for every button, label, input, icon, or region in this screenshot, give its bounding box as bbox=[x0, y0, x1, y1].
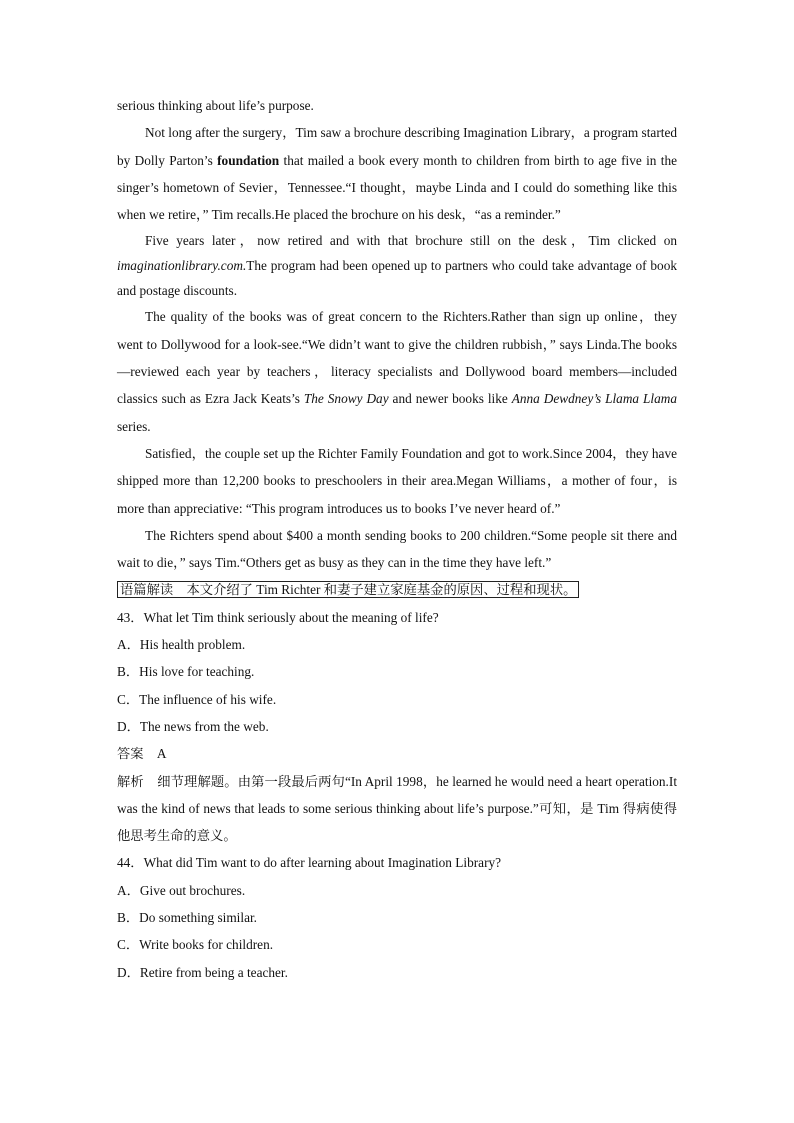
summary-box: 语篇解读 本文介绍了 Tim Richter 和妻子建立家庭基金的原因、过程和现状。 bbox=[117, 581, 579, 598]
paragraph-3 bbox=[117, 303, 677, 439]
paragraph-1-text-b: that mailed a book every month to children from birth to age five in the singer’s hometown of Sevier，Tennessee.“I thought，maybe Linda and I could do something like this when we retire，” Tim recalls.He placed the brochure on his desk，“as a reminder.” bbox=[117, 152, 677, 223]
paragraph-4: Satisfied，the couple set up the Richter Family Foundation and got to work.Since 2004，they have shipped more than 12,200 books to preschoolers in their area.Megan Williams，a mother of four，is more than appreciative: “This program introduces us to books I’ve never heard of.” bbox=[117, 445, 677, 516]
q44-option-b: B．Do something similar. bbox=[117, 910, 257, 926]
website-link-text: imaginationlibrary.com. bbox=[117, 258, 247, 274]
q43-option-c: C．The influence of his wife. bbox=[117, 691, 277, 707]
q44-option-c: C．Write books for children. bbox=[117, 937, 274, 953]
paragraph-1 bbox=[117, 119, 677, 228]
book-title-snowy-day: The Snowy Day bbox=[303, 391, 389, 407]
q43-analysis-label: 解析 细节理解题。 bbox=[117, 773, 238, 789]
paragraph-3-text-a: The quality of the books was of great concern to the Richters.Rather than sign up online，they went to Dollywood for a look-see.“We didn’t want to give the children rubbish，” says Linda.The books—reviewed each year by teachers，literacy specialists and Dollywood board members—included classics such as Ezra Jack Keats’s bbox=[117, 309, 677, 407]
q44-option-d: D．Retire from being a teacher. bbox=[117, 964, 288, 980]
question-43: 43．What let Tim think seriously about the meaning of life? bbox=[117, 609, 439, 625]
q43-answer: 答案 A bbox=[117, 746, 167, 762]
paragraph-2-text-b: The program had been opened up to partners who could take advantage of book and postage discounts. bbox=[117, 258, 677, 299]
q44-option-a: A．Give out brochures. bbox=[117, 882, 246, 898]
q43-option-a: A．His health problem. bbox=[117, 637, 246, 653]
paragraph-3-text-c: series. bbox=[117, 418, 151, 434]
paragraph-2 bbox=[117, 228, 677, 303]
q43-option-d: D．The news from the web. bbox=[117, 718, 269, 734]
document-page bbox=[117, 92, 677, 986]
q43-option-b: B．His love for teaching. bbox=[117, 664, 255, 680]
q43-analysis-text: 由第一段最后两句“In April 1998，he learned he would need a heart operation.It was the kind of news that leads to some serious thinking about life’s purpose.”可知，是 Tim 得病使得他思考生命的意义。 bbox=[117, 773, 678, 844]
bold-word-foundation: foundation bbox=[217, 152, 280, 168]
summary-line bbox=[117, 576, 677, 603]
paragraph-1-text-a: Not long after the surgery，Tim saw a brochure describing Imagination Library，a program started by Dolly Parton’s bbox=[117, 125, 677, 168]
paragraph-2-text-a: Five years later，now retired and with that brochure still on the desk，Tim clicked on bbox=[145, 233, 677, 249]
question-44: 44．What did Tim want to do after learning about Imagination Library? bbox=[117, 855, 502, 871]
paragraph-5: The Richters spend about $400 a month sending books to 200 children.“Some people sit there and wait to die，” says Tim.“Others get as busy as they can in the time they have left.” bbox=[117, 527, 677, 571]
book-title-llama-llama: Anna Dewdney’s Llama Llama bbox=[511, 391, 678, 407]
q43-analysis bbox=[117, 768, 677, 850]
paragraph-0: serious thinking about life’s purpose. bbox=[117, 98, 314, 113]
paragraph-3-text-b: and newer books like bbox=[388, 391, 512, 407]
